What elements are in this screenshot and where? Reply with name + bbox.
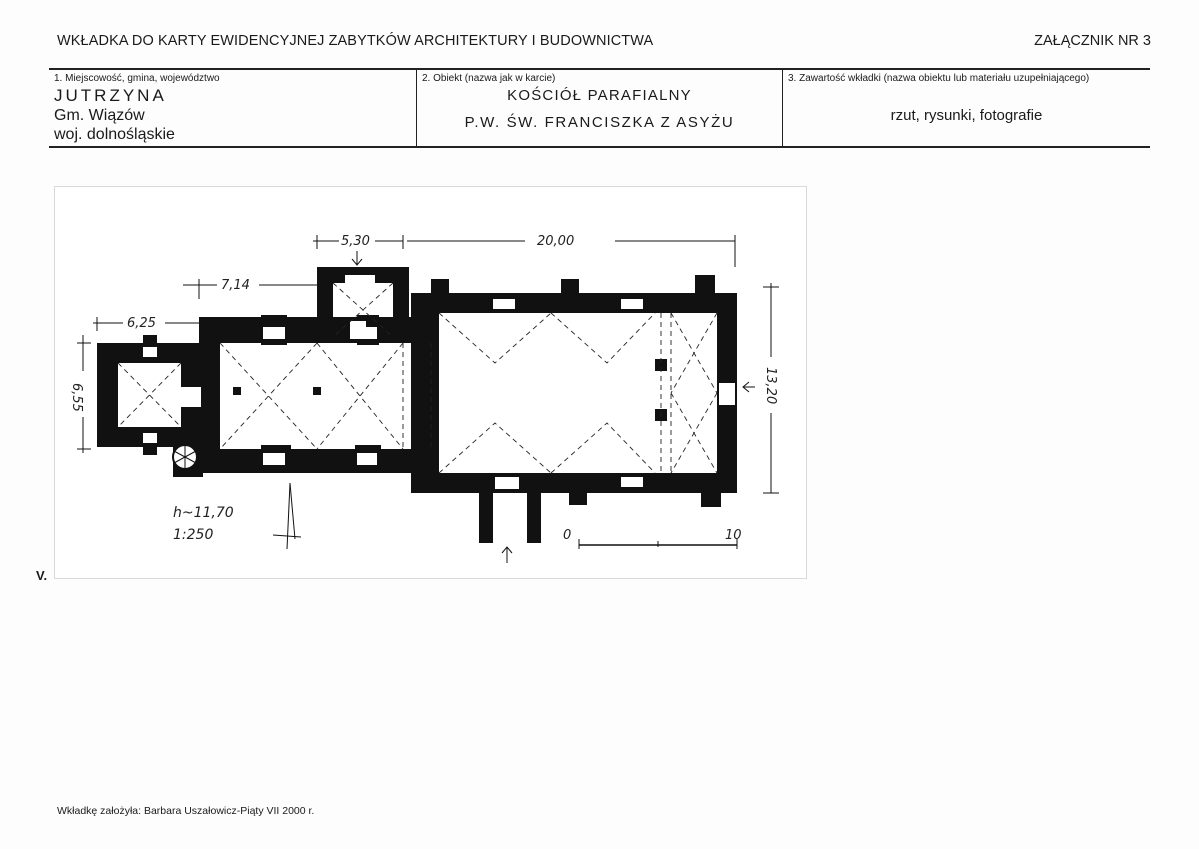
field-object — [417, 70, 783, 146]
document-title: WKŁADKA DO KARTY EWIDENCYJNEJ ZABYTKÓW ARCHITEKTURY I BUDOWNICTWA — [57, 33, 654, 49]
scale-bar-start: 0 — [563, 528, 572, 543]
province-name: woj. dolnośląskie — [54, 126, 175, 143]
dim-5-30: 5,30 — [341, 234, 370, 249]
scale-bar-end: 10 — [725, 528, 742, 543]
header-form — [49, 68, 1150, 148]
dim-20-00: 20,00 — [537, 234, 575, 249]
floor-plan-drawing — [55, 187, 806, 578]
field-object-label: 2. Obiekt (nazwa jak w karcie) — [422, 73, 556, 84]
object-name-line2: P.W. ŚW. FRANCISZKA Z ASYŻU — [464, 114, 735, 131]
dim-6-55: 6,55 — [69, 383, 84, 412]
commune-name: Gm. Wiązów — [54, 107, 145, 124]
dim-6-25: 6,25 — [127, 316, 156, 331]
field-location — [49, 70, 417, 146]
side-mark: V. — [36, 568, 48, 583]
floor-plan-panel — [54, 186, 807, 579]
scale-note: 1:250 — [173, 527, 214, 543]
field-contents-label: 3. Zawartość wkładki (nazwa obiektu lub materiału uzupełniającego) — [788, 73, 1090, 84]
field-location-label: 1. Miejscowość, gmina, województwo — [54, 73, 220, 84]
dim-7-14: 7,14 — [221, 278, 250, 293]
place-name: JUTRZYNA — [54, 86, 167, 105]
field-contents — [783, 70, 1150, 146]
object-name-line1: KOŚCIÓŁ PARAFIALNY — [507, 87, 692, 104]
footer-author: Wkładkę założyła: Barbara Uszałowicz-Piąty VII 2000 r. — [57, 805, 315, 817]
height-note: h~11,70 — [173, 505, 234, 521]
dim-13-20: 13,20 — [763, 367, 778, 405]
annex-number: ZAŁĄCZNIK NR 3 — [1034, 33, 1151, 49]
contents-value: rzut, rysunki, fotografie — [890, 107, 1043, 124]
